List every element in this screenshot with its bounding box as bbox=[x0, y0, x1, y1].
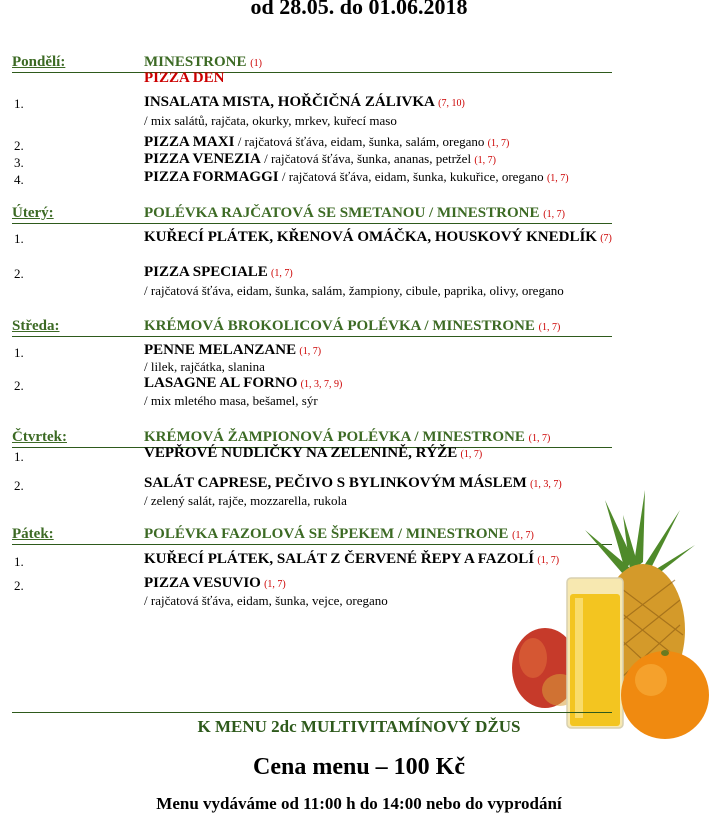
soup-allergens: (1, 7) bbox=[512, 530, 534, 541]
item-name: PIZZA SPECIALE bbox=[144, 264, 268, 280]
day-row-tuesday bbox=[12, 205, 612, 224]
item-allergens: (1, 3, 7, 9) bbox=[300, 379, 343, 390]
soup bbox=[144, 54, 262, 71]
day-row-monday bbox=[12, 54, 612, 73]
day-name: Čtvrtek: bbox=[12, 429, 67, 445]
menu-item bbox=[144, 375, 342, 392]
soup-allergens: (1, 7) bbox=[538, 322, 561, 333]
item-allergens: (1, 7) bbox=[460, 449, 483, 460]
item-number: 2. bbox=[14, 138, 24, 153]
day-name: Úterý: bbox=[12, 205, 54, 221]
juice-note: K MENU 2dc MULTIVITAMÍNOVÝ DŽUS bbox=[197, 717, 521, 736]
item-number: 2. bbox=[14, 478, 24, 493]
soup bbox=[144, 318, 560, 335]
item-allergens: (1, 7) bbox=[474, 155, 496, 166]
day-row-wednesday bbox=[12, 318, 612, 337]
item-name: PIZZA FORMAGGI bbox=[144, 169, 279, 185]
menu-item bbox=[144, 551, 559, 568]
item-allergens: (1, 7) bbox=[299, 346, 322, 357]
soup bbox=[144, 205, 565, 222]
item-name: INSALATA MISTA, HOŘČIČNÁ ZÁLIVKA bbox=[144, 94, 435, 110]
soup bbox=[144, 429, 550, 446]
item-name: PIZZA VENEZIA bbox=[144, 151, 261, 167]
menu-item bbox=[144, 229, 612, 246]
item-description: / zelený salát, rajče, mozzarella, rukola bbox=[144, 493, 347, 508]
item-inline-desc: / rajčatová šťáva, eidam, šunka, kukuřice, oregano bbox=[278, 169, 544, 184]
day-name: Pátek: bbox=[12, 526, 54, 542]
item-description: / rajčatová šťáva, eidam, šunka, salám, žampiony, cibule, paprika, olivy, oregano bbox=[144, 283, 564, 298]
item-number: 1. bbox=[14, 449, 24, 464]
day-name: Pondělí: bbox=[12, 54, 66, 70]
item-allergens: (1, 7) bbox=[264, 579, 286, 590]
item-number: 4. bbox=[14, 172, 24, 187]
item-allergens: (7) bbox=[600, 233, 612, 244]
soup-allergens: (1, 7) bbox=[528, 433, 551, 444]
serving-hours: Menu vydáváme od 11:00 h do 14:00 nebo do vyprodání bbox=[156, 794, 562, 813]
soup-name: POLÉVKA RAJČATOVÁ SE SMETANOU / MINESTRONE bbox=[144, 205, 540, 221]
item-name: SALÁT CAPRESE, PEČIVO S BYLINKOVÝM MÁSLEM bbox=[144, 475, 527, 491]
divider bbox=[12, 712, 612, 713]
menu-item bbox=[144, 445, 482, 462]
item-name: KUŘECÍ PLÁTEK, KŘENOVÁ OMÁČKA, HOUSKOVÝ KNEDLÍK bbox=[144, 229, 597, 245]
soup-name: KRÉMOVÁ BROKOLICOVÁ POLÉVKA / MINESTRONE bbox=[144, 318, 535, 334]
item-allergens: (1, 7) bbox=[546, 173, 569, 184]
item-number: 2. bbox=[14, 578, 24, 593]
item-number: 1. bbox=[14, 345, 24, 360]
soup-allergens: (1) bbox=[250, 58, 262, 69]
item-number: 1. bbox=[14, 96, 24, 111]
soup-name: MINESTRONE bbox=[144, 54, 247, 70]
item-allergens: (1, 7) bbox=[487, 138, 510, 149]
menu-title: od 28.05. do 01.06.2018 bbox=[250, 0, 468, 19]
item-description: / lilek, rajčátka, slanina bbox=[144, 359, 265, 374]
menu-item bbox=[144, 151, 496, 168]
day-name: Středa: bbox=[12, 318, 60, 334]
menu-item bbox=[144, 342, 321, 359]
item-number: 3. bbox=[14, 155, 24, 170]
menu-item bbox=[144, 575, 286, 592]
menu-item bbox=[144, 264, 293, 281]
item-name: KUŘECÍ PLÁTEK, SALÁT Z ČERVENÉ ŘEPY A FAZOLÍ bbox=[144, 551, 535, 567]
item-allergens: (1, 7) bbox=[537, 555, 560, 566]
soup-name: POLÉVKA FAZOLOVÁ SE ŠPEKEM / MINESTRONE bbox=[144, 526, 509, 542]
menu-item bbox=[144, 94, 465, 111]
item-description: / mix salátů, rajčata, okurky, mrkev, kuřecí maso bbox=[144, 113, 397, 128]
item-description: / rajčatová šťáva, eidam, šunka, vejce, oregano bbox=[144, 593, 388, 608]
item-number: 1. bbox=[14, 554, 24, 569]
menu-price: Cena menu – 100 Kč bbox=[253, 754, 465, 780]
item-number: 2. bbox=[14, 378, 24, 393]
item-description: / mix mletého masa, bešamel, sýr bbox=[144, 393, 318, 408]
item-name: PIZZA VESUVIO bbox=[144, 575, 261, 591]
fruit-juice-illustration bbox=[505, 490, 718, 750]
item-inline-desc: / rajčatová šťáva, šunka, ananas, petržel bbox=[260, 151, 472, 166]
item-allergens: (1, 7) bbox=[271, 268, 293, 279]
menu-item bbox=[144, 169, 569, 186]
item-allergens: (7, 10) bbox=[438, 98, 465, 109]
item-name: PIZZA MAXI bbox=[144, 134, 235, 150]
soup bbox=[144, 526, 534, 543]
item-number: 1. bbox=[14, 231, 24, 246]
item-name: VEPŘOVÉ NUDLIČKY NA ZELENINĚ, RÝŽE bbox=[144, 445, 458, 461]
item-allergens: (1, 3, 7) bbox=[530, 479, 562, 490]
pizza-day-label: PIZZA DEN bbox=[144, 70, 225, 86]
soup-name: KRÉMOVÁ ŽAMPIONOVÁ POLÉVKA / MINESTRONE bbox=[144, 429, 525, 445]
item-number: 2. bbox=[14, 266, 24, 281]
soup-allergens: (1, 7) bbox=[543, 209, 565, 220]
item-inline-desc: / rajčatová šťáva, eidam, šunka, salám, oregano bbox=[234, 134, 485, 149]
menu-item bbox=[144, 134, 509, 151]
item-name: PENNE MELANZANE bbox=[144, 342, 297, 358]
item-name: LASAGNE AL FORNO bbox=[144, 375, 298, 391]
menu-item bbox=[144, 475, 562, 492]
